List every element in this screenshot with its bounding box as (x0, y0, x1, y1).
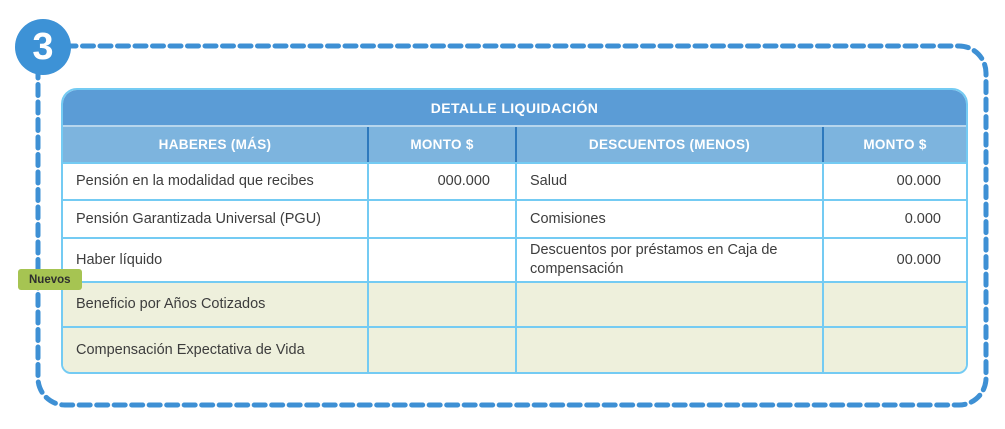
monto-descuentos-cell (822, 328, 966, 372)
descuento-cell (515, 283, 822, 326)
haber-cell: Compensación Expectativa de Vida (76, 341, 305, 358)
descuento-cell: Salud (515, 164, 822, 199)
table-row (63, 199, 966, 237)
table-row (63, 326, 966, 372)
column-header-monto-haberes: MONTO $ (367, 127, 515, 162)
table-row (63, 162, 966, 199)
liquidation-table (61, 88, 968, 374)
table-title: DETALLE LIQUIDACIÓN (63, 90, 966, 125)
monto-descuentos-cell: 0.000 (822, 201, 966, 237)
nuevos-badge (18, 269, 82, 290)
column-header-descuentos: DESCUENTOS (MENOS) (515, 127, 822, 162)
descuento-cell: Descuentos por préstamos en Caja de compensación (515, 239, 822, 281)
monto-haberes-cell (367, 283, 515, 326)
table-row (63, 281, 966, 326)
descuento-cell: Comisiones (515, 201, 822, 237)
descuento-cell (515, 328, 822, 372)
haber-cell: Pensión en la modalidad que recibes (76, 173, 314, 190)
step-number-badge (15, 19, 71, 75)
monto-descuentos-cell (822, 283, 966, 326)
table-row (63, 237, 966, 281)
monto-haberes-cell: 000.000 (367, 164, 515, 199)
monto-haberes-cell (367, 328, 515, 372)
haber-cell: Haber líquido (76, 251, 163, 268)
monto-descuentos-cell: 00.000 (822, 164, 966, 199)
nuevos-badge-label: Nuevos (29, 273, 71, 286)
table-header-row (63, 125, 966, 162)
table-body (63, 162, 966, 372)
column-header-monto-descuentos: MONTO $ (822, 127, 966, 162)
step-number: 3 (32, 25, 54, 68)
column-header-haberes: HABERES (MÁS) (158, 137, 272, 152)
monto-haberes-cell (367, 201, 515, 237)
monto-descuentos-cell: 00.000 (822, 239, 966, 281)
monto-haberes-cell (367, 239, 515, 281)
haber-cell: Beneficio por Años Cotizados (76, 296, 266, 313)
haber-cell: Pensión Garantizada Universal (PGU) (76, 210, 321, 227)
